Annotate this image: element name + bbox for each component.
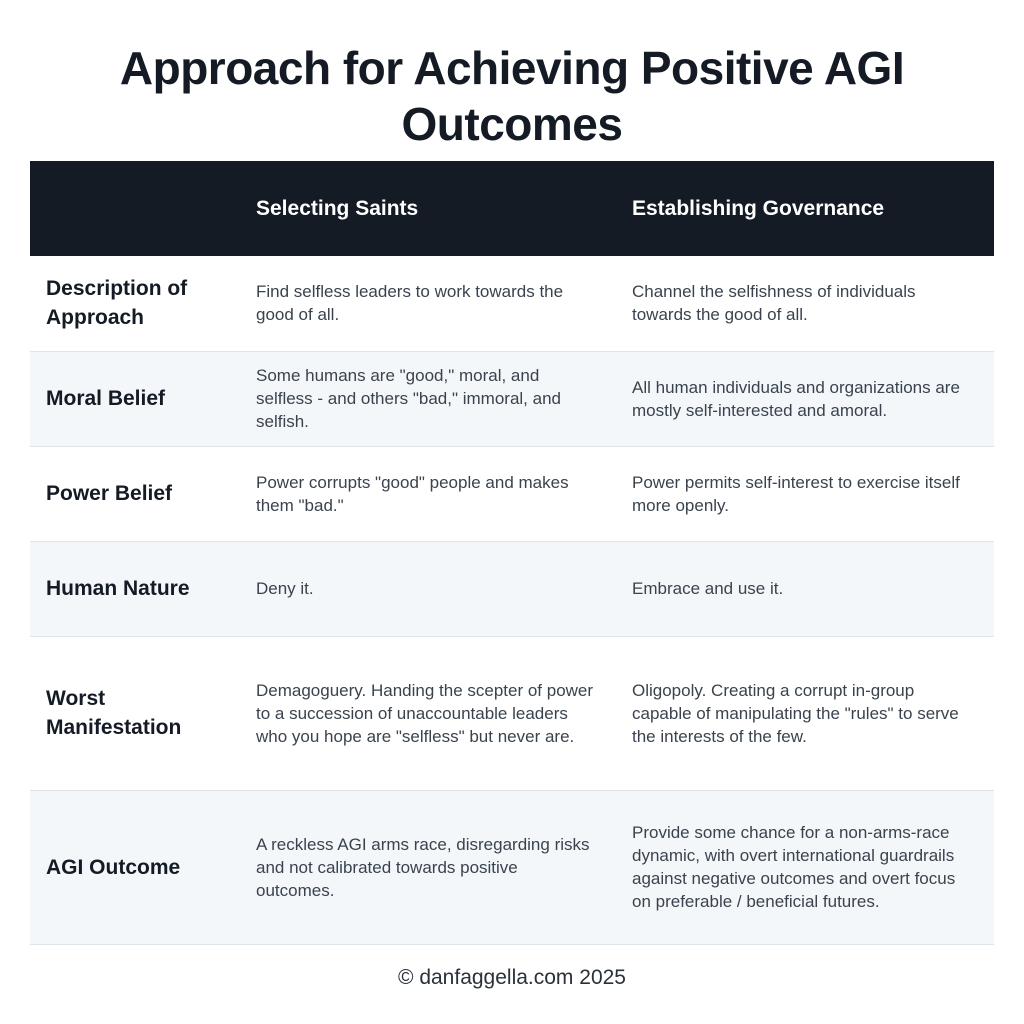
- governance-cell: Embrace and use it.: [632, 579, 784, 598]
- governance-cell: Channel the selfishness of individuals towards the good of all.: [632, 282, 916, 325]
- saints-cell: A reckless AGI arms race, disregarding risks and not calibrated towards positive outcomes.: [256, 834, 590, 900]
- table-row: [30, 636, 994, 790]
- table-body: [30, 256, 994, 944]
- table-row: [30, 790, 994, 944]
- title-line-1: Approach for Achieving Positive AGI: [119, 42, 905, 94]
- page-title: [60, 40, 964, 152]
- table-row: [30, 541, 994, 636]
- governance-cell: Oligopoly. Creating a corrupt in-group capable of manipulating the "rules" to serve the interests of the few.: [632, 680, 959, 746]
- title-line-2: Outcomes: [401, 98, 623, 150]
- table-row: [30, 256, 994, 351]
- copyright-footer: © danfaggella.com 2025: [398, 966, 626, 989]
- comparison-table: [30, 161, 994, 945]
- row-label: Description of Approach: [46, 277, 188, 330]
- row-label: Moral Belief: [46, 387, 166, 410]
- row-label: AGI Outcome: [46, 855, 181, 879]
- saints-cell: Demagoguery. Handing the scepter of power to a succession of unaccountable leaders who you hope are "selfless" but never are.: [256, 680, 594, 746]
- row-label: Power Belief: [46, 482, 173, 505]
- header-row: [30, 161, 994, 256]
- row-label: Worst Manifestation: [46, 687, 182, 739]
- table-header: [30, 161, 994, 256]
- saints-cell: Deny it.: [256, 579, 314, 598]
- header-blank: [30, 161, 240, 256]
- governance-cell: Provide some chance for a non-arms-race dynamic, with overt international guardrails against negative outcomes and overt focus on preferable / beneficial futures.: [632, 823, 956, 911]
- row-label: Human Nature: [46, 577, 190, 600]
- governance-cell: All human individuals and organizations are mostly self-interested and amoral.: [632, 377, 960, 420]
- saints-cell: Find selfless leaders to work towards the good of all.: [256, 282, 564, 325]
- governance-cell: Power permits self-interest to exercise itself more openly.: [632, 472, 960, 515]
- saints-cell: Power corrupts "good" people and makes them "bad.": [256, 472, 569, 515]
- header-selecting-saints: Selecting Saints: [256, 196, 419, 220]
- header-establishing-governance: Establishing Governance: [632, 196, 885, 220]
- saints-cell: Some humans are "good," moral, and selfless - and others "bad," immoral, and selfish.: [256, 366, 561, 431]
- table-row: [30, 446, 994, 541]
- table-row: [30, 351, 994, 446]
